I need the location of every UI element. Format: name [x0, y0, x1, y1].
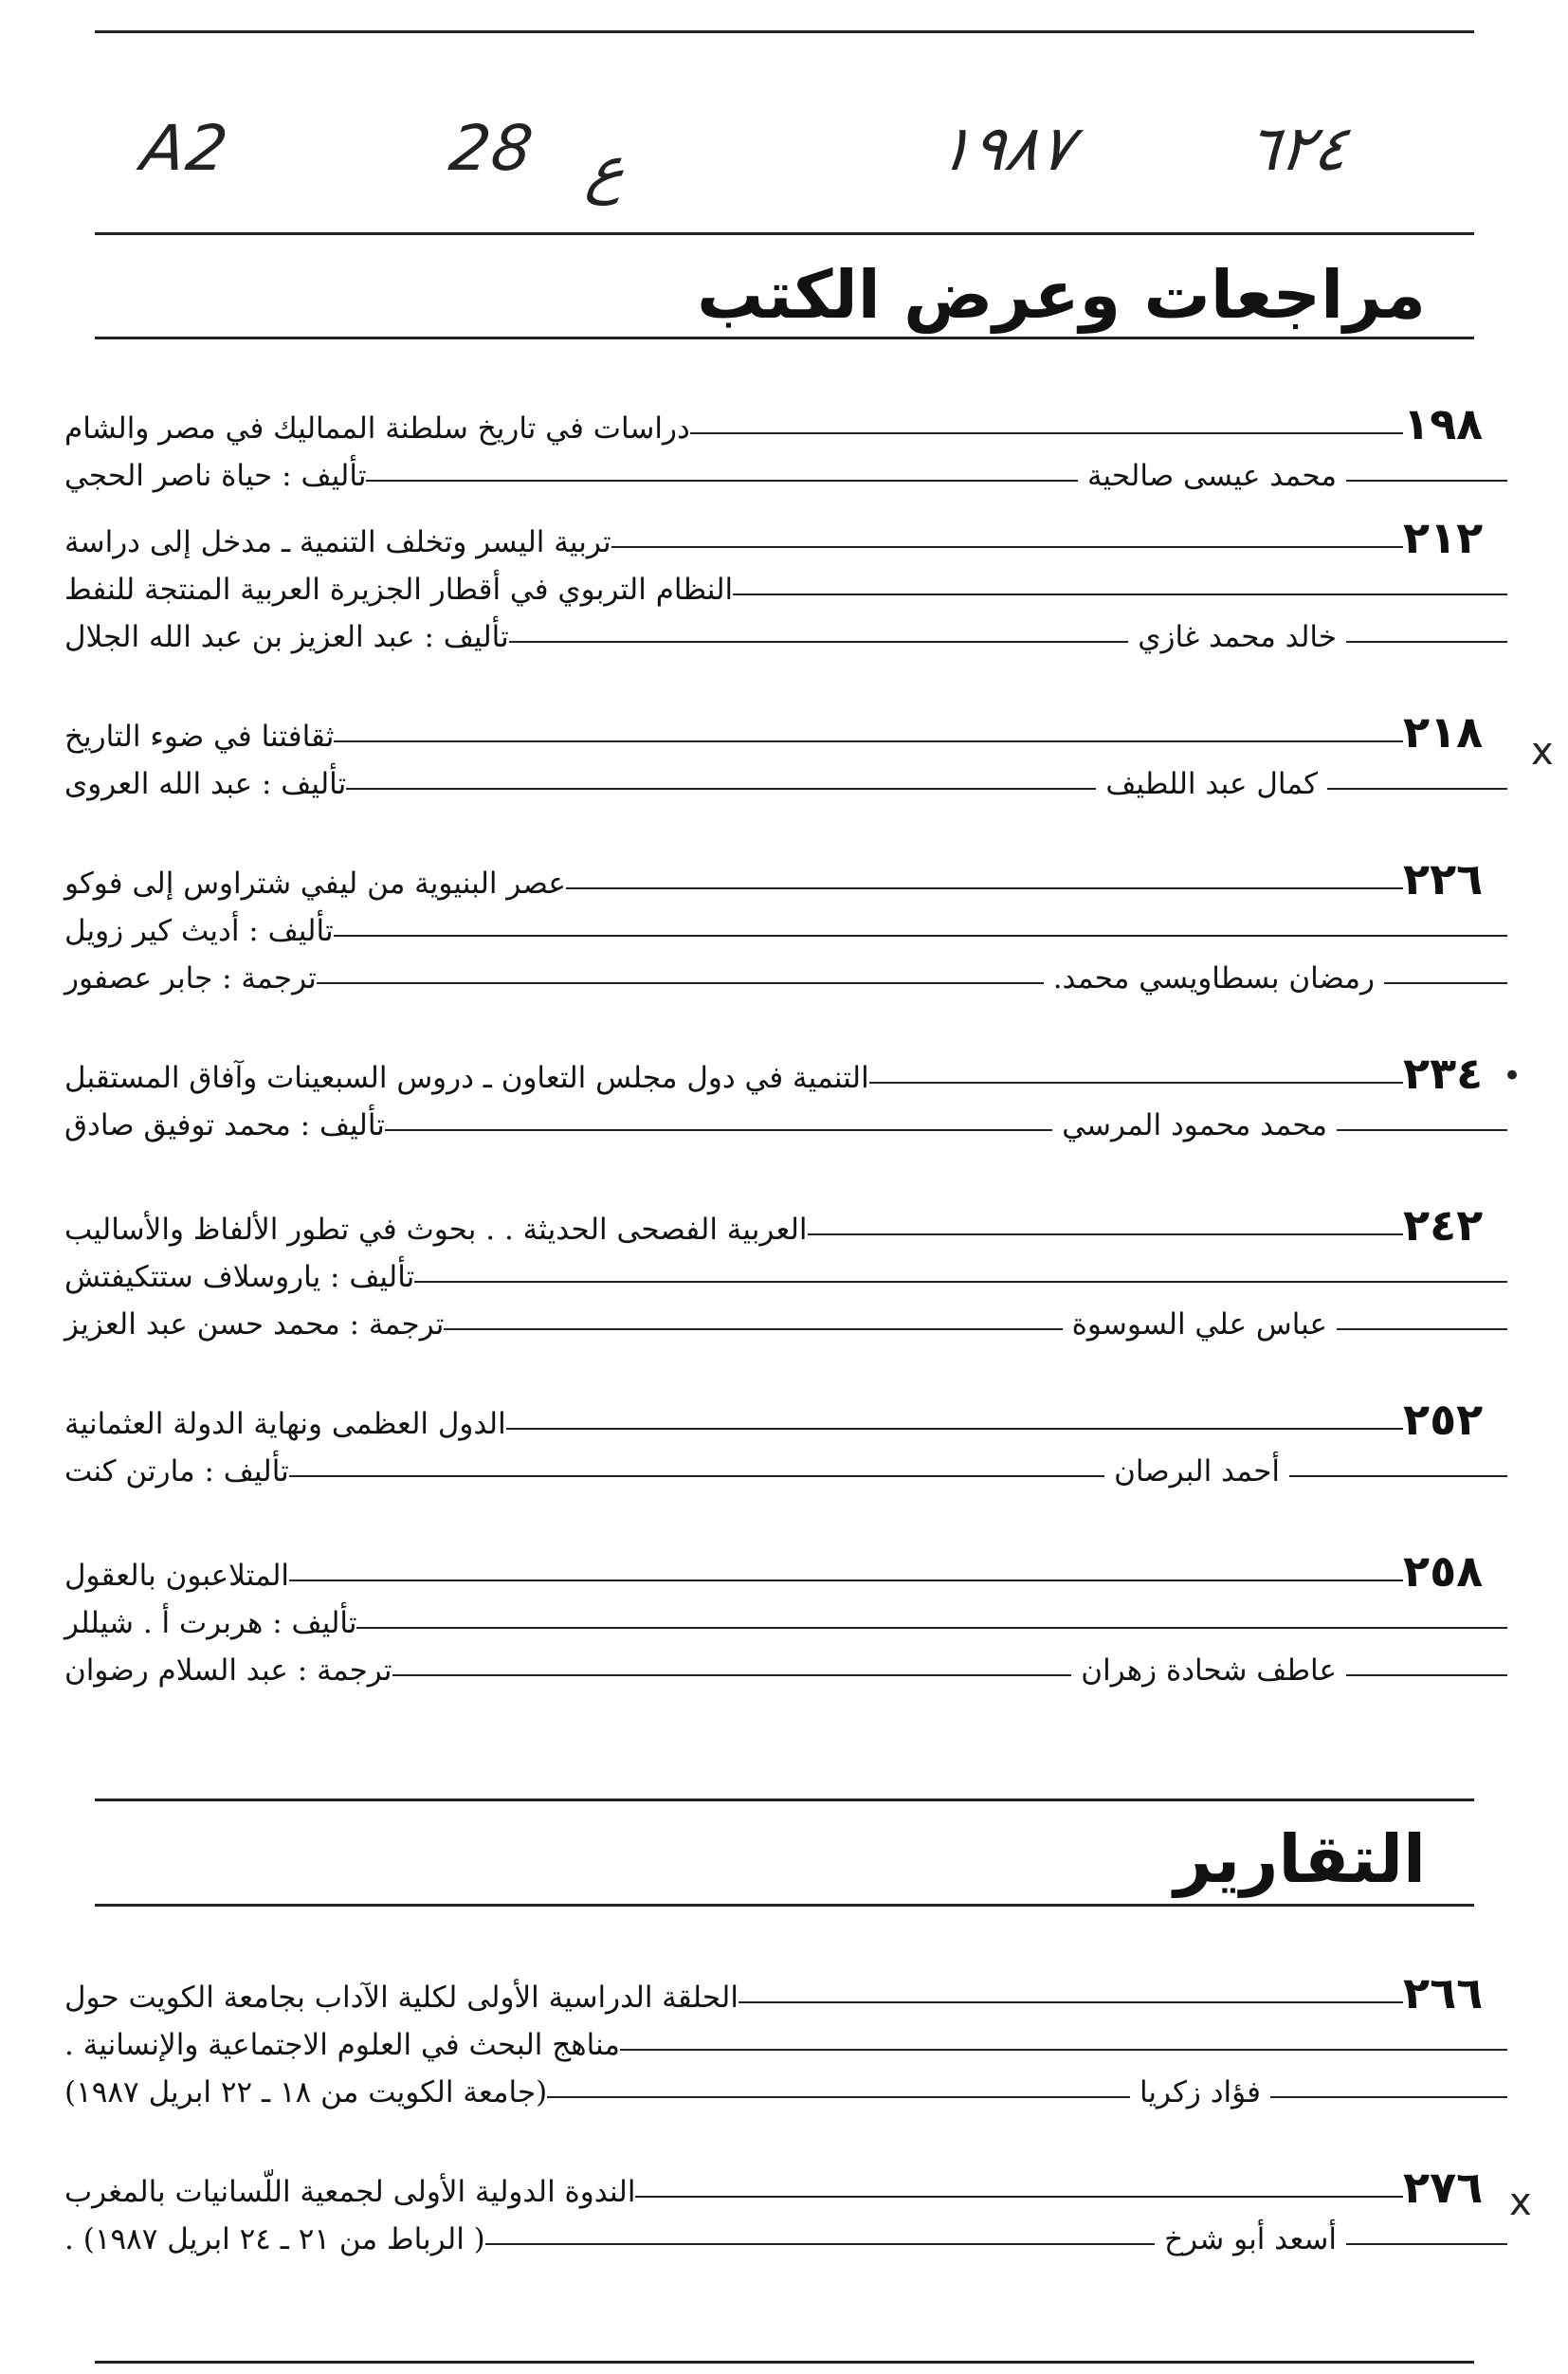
handwritten-number: 28 — [445, 112, 539, 185]
book-title: المتلاعبون بالعقول — [64, 1559, 290, 1593]
toc-credit-line — [57, 607, 1507, 654]
book-title: ثقافتنا في ضوء التاريخ — [64, 720, 335, 754]
reviewer-name: رمضان بسطاويسي محمد. — [1052, 961, 1375, 995]
handwritten-year: ١٩٨٧ — [933, 112, 1079, 185]
toc-title-line — [57, 2015, 1507, 2062]
dot-leader — [635, 2196, 1403, 2198]
author-credit: تأليف : أديث كير زويل — [64, 914, 334, 948]
book-title: دراسات في تاريخ سلطنة المماليك في مصر والشام — [64, 411, 690, 446]
dot-leader — [869, 1082, 1403, 1084]
toc-credit-line — [57, 901, 1507, 948]
toc-title-line — [57, 1394, 1507, 1445]
rule-below-handwriting — [95, 232, 1474, 235]
reviewer-name: كمال عبد اللطيف — [1105, 767, 1318, 801]
dot-leader — [1337, 1129, 1507, 1131]
dot-leader — [334, 935, 1507, 937]
page-number: ٢٧٦ — [1403, 2162, 1484, 2213]
toc-title-line — [57, 559, 1507, 607]
dot-leader — [611, 546, 1403, 548]
author-credit: تأليف : عبد العزيز بن عبد الله الجلال — [64, 620, 509, 654]
bottom-rule — [95, 2361, 1474, 2364]
book-title: التنمية في دول مجلس التعاون ـ دروس السبعينات وآفاق المستقبل — [64, 1061, 869, 1095]
dot-leader — [289, 1475, 1104, 1477]
toc-credit-line — [57, 2062, 1507, 2109]
dot-leader — [356, 1627, 1507, 1629]
dot-leader — [1346, 480, 1507, 482]
dot-leader — [738, 2001, 1403, 2003]
toc-credit-line — [57, 446, 1507, 493]
margin-bullet-mark: • — [1503, 1057, 1522, 1095]
toc-credit-line — [57, 1593, 1507, 1640]
toc-title-line — [57, 1967, 1507, 2018]
dot-leader — [509, 641, 1129, 643]
report-detail: (جامعة الكويت من ١٨ ـ ٢٢ ابريل ١٩٨٧) — [64, 2075, 548, 2109]
book-title: العربية الفصحى الحديثة . . بحوث في تطور الألفاظ والأساليب — [64, 1213, 808, 1247]
dot-leader — [690, 432, 1403, 434]
toc-credit-line — [57, 948, 1507, 995]
toc-title-line — [57, 1199, 1507, 1251]
reviewer-name: أسعد أبو شرخ — [1164, 2222, 1337, 2256]
book-title: الدول العظمى ونهاية الدولة العثمانية — [64, 1407, 506, 1441]
author-credit: تأليف : حياة ناصر الحجي — [64, 459, 367, 493]
reports-section-title: التقارير — [1174, 1820, 1426, 1898]
toc-credit-line — [57, 1247, 1507, 1294]
toc-credit-line — [57, 2209, 1507, 2256]
dot-leader — [733, 594, 1507, 595]
margin-x-mark: x — [1531, 730, 1554, 774]
toc-credit-line — [57, 1095, 1507, 1142]
top-rule — [95, 30, 1474, 33]
book-title: تربية اليسر وتخلف التنمية ـ مدخل إلى دراسة — [64, 525, 611, 559]
report-title: الحلقة الدراسية الأولى لكلية الآداب بجامعة الكويت حول — [64, 1981, 738, 2015]
reviewer-name: فؤاد زكريا — [1139, 2075, 1261, 2109]
reviewer-name: عباس علي السوسوة — [1071, 1307, 1327, 1342]
toc-title-line — [57, 853, 1507, 904]
rule-above-reports-title — [95, 1799, 1474, 1801]
dot-leader — [566, 887, 1403, 889]
dot-leader — [1327, 788, 1507, 790]
report-title: الندوة الدولية الأولى لجمعية اللّسانيات بالمغرب — [64, 2175, 636, 2209]
reviewer-name: خالد محمد غازي — [1138, 620, 1337, 654]
toc-title-line — [57, 2162, 1507, 2213]
page-number: ١٩٨ — [1403, 398, 1484, 449]
margin-x-mark: x — [1509, 2181, 1532, 2224]
handwritten-letter: ع — [582, 133, 630, 206]
dot-leader — [317, 982, 1044, 984]
author-credit: تأليف : عبد الله العروى — [64, 767, 347, 801]
page-number: ٢٥٨ — [1403, 1545, 1484, 1597]
toc-title-line — [57, 1048, 1507, 1099]
reviews-section-title: مراجعات وعرض الكتب — [697, 256, 1426, 334]
dot-leader — [366, 480, 1077, 482]
reviewer-name: أحمد البرصان — [1114, 1454, 1280, 1488]
page-number: ٢٣٤ — [1403, 1048, 1484, 1099]
book-title: عصر البنيوية من ليفي شتراوس إلى فوكو — [64, 867, 566, 901]
page-number: ٢٢٦ — [1403, 853, 1484, 904]
translator-credit: ترجمة : عبد السلام رضوان — [64, 1653, 392, 1688]
dot-leader — [334, 740, 1403, 742]
dot-leader — [385, 1129, 1052, 1131]
rule-below-reports-title — [95, 1904, 1474, 1907]
report-title: مناهج البحث في العلوم الاجتماعية والإنسانية . — [64, 2028, 620, 2062]
toc-credit-line — [57, 1294, 1507, 1342]
dot-leader — [444, 1328, 1062, 1330]
dot-leader — [1346, 641, 1507, 643]
translator-credit: ترجمة : محمد حسن عبد العزيز — [64, 1307, 445, 1342]
toc-credit-line — [57, 1441, 1507, 1488]
translator-credit: ترجمة : جابر عصفور — [64, 961, 317, 995]
dot-leader — [547, 2096, 1130, 2098]
dot-leader — [1346, 2243, 1507, 2245]
book-title: النظام التربوي في أقطار الجزيرة العربية المنتجة للنفط — [64, 573, 734, 607]
dot-leader — [392, 1674, 1072, 1676]
dot-leader — [808, 1233, 1403, 1235]
toc-credit-line — [57, 754, 1507, 801]
dot-leader — [289, 1580, 1403, 1581]
handwritten-code: A2 — [137, 112, 234, 185]
dot-leader — [1289, 1475, 1507, 1477]
reviewer-name: محمد عيسى صالحية — [1086, 459, 1337, 493]
dot-leader — [1337, 1328, 1507, 1330]
author-credit: تأليف : مارتن كنت — [64, 1454, 289, 1488]
dot-leader — [1384, 982, 1507, 984]
page-number: ٢١٨ — [1403, 706, 1484, 758]
handwritten-ref: ٦٢٤ — [1241, 112, 1353, 185]
page-number: ٢١٢ — [1403, 512, 1484, 563]
report-detail: ( الرباط من ٢١ ـ ٢٤ ابريل ١٩٨٧) . — [64, 2222, 485, 2256]
author-credit: تأليف : هربرت أ . شيللر — [64, 1606, 357, 1640]
toc-title-line — [57, 512, 1507, 563]
toc-credit-line — [57, 1640, 1507, 1688]
toc-title-line — [57, 1545, 1507, 1597]
author-credit: تأليف : ياروسلاف ستتكيفتش — [64, 1260, 415, 1294]
dot-leader — [620, 2049, 1507, 2051]
page-number: ٢٤٢ — [1403, 1199, 1484, 1251]
toc-title-line — [57, 706, 1507, 758]
dot-leader — [414, 1281, 1507, 1283]
page-number: ٢٥٢ — [1403, 1394, 1484, 1445]
dot-leader — [1270, 2096, 1507, 2098]
page-number: ٢٦٦ — [1403, 1967, 1484, 2018]
reviewer-name: محمد محمود المرسي — [1062, 1108, 1327, 1142]
dot-leader — [1346, 1674, 1507, 1676]
author-credit: تأليف : محمد توفيق صادق — [64, 1108, 385, 1142]
dot-leader — [346, 788, 1096, 790]
dot-leader — [485, 2243, 1155, 2245]
rule-below-reviews-title — [95, 337, 1474, 339]
toc-title-line — [57, 398, 1507, 449]
dot-leader — [506, 1428, 1403, 1430]
reviewer-name: عاطف شحادة زهران — [1081, 1653, 1337, 1688]
